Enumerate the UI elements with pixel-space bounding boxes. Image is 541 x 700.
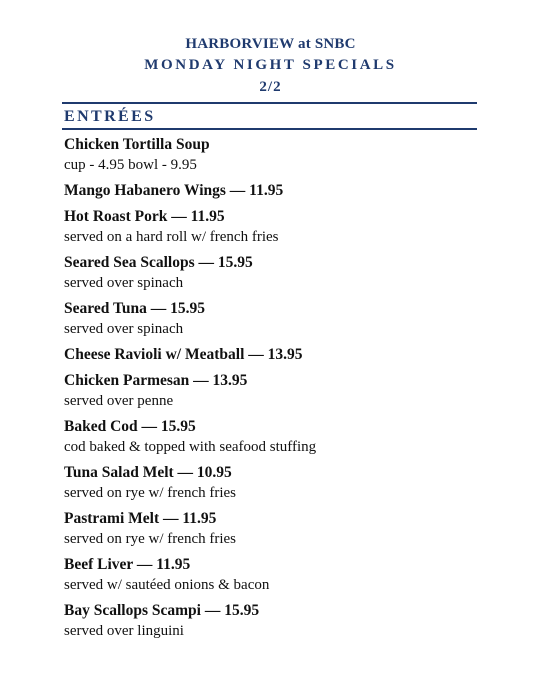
menu-item-name: Hot Roast Pork — 11.95 (64, 208, 225, 225)
menu-item (64, 344, 484, 365)
menu-item-name: Seared Tuna — 15.95 (64, 300, 205, 317)
menu-item (64, 252, 484, 293)
menu-item-name: Chicken Tortilla Soup (64, 136, 210, 153)
menu-item-description: served on rye w/ french fries (64, 485, 237, 501)
section-divider-bottom (62, 128, 477, 130)
menu-item-description: served on rye w/ french fries (64, 531, 237, 547)
menu-item-description: served on a hard roll w/ french fries (64, 229, 279, 245)
menu-item (64, 370, 484, 411)
menu-item (64, 554, 484, 595)
menu-item-description: served over spinach (64, 321, 184, 337)
menu-item-name: Cheese Ravioli w/ Meatball — 13.95 (64, 346, 303, 363)
menu-item (64, 462, 484, 503)
menu-item-name: Chicken Parmesan — 13.95 (64, 372, 248, 389)
menu-item-description: served over penne (64, 393, 174, 409)
menu-item-description: cup - 4.95 bowl - 9.95 (64, 157, 197, 173)
menu-item-name: Mango Habanero Wings — 11.95 (64, 182, 284, 199)
menu-item-list (64, 134, 484, 646)
section-divider-top (62, 102, 477, 104)
menu-item-name: Tuna Salad Melt — 10.95 (64, 464, 232, 481)
menu-header (0, 34, 541, 97)
menu-item (64, 180, 484, 201)
menu-item-name: Baked Cod — 15.95 (64, 418, 196, 435)
page-number: 2/2 (259, 79, 282, 95)
menu-item (64, 600, 484, 641)
menu-item-name: Seared Sea Scallops — 15.95 (64, 254, 253, 271)
section-title: ENTRÉES (64, 108, 156, 125)
menu-item-name: Bay Scallops Scampi — 15.95 (64, 602, 260, 619)
menu-item (64, 508, 484, 549)
menu-item (64, 416, 484, 457)
menu-item (64, 134, 484, 175)
menu-item-name: Pastrami Melt — 11.95 (64, 510, 217, 527)
menu-item-description: served over linguini (64, 623, 184, 639)
menu-item-description: cod baked & topped with seafood stuffing (64, 439, 317, 455)
menu-item (64, 298, 484, 339)
menu-item-description: served over spinach (64, 275, 184, 291)
menu-item-name: Beef Liver — 11.95 (64, 556, 191, 573)
menu-item (64, 206, 484, 247)
menu-title: MONDAY NIGHT SPECIALS (144, 57, 397, 73)
menu-item-description: served w/ sautéed onions & bacon (64, 577, 270, 593)
venue-name: HARBORVIEW at SNBC (185, 36, 356, 52)
